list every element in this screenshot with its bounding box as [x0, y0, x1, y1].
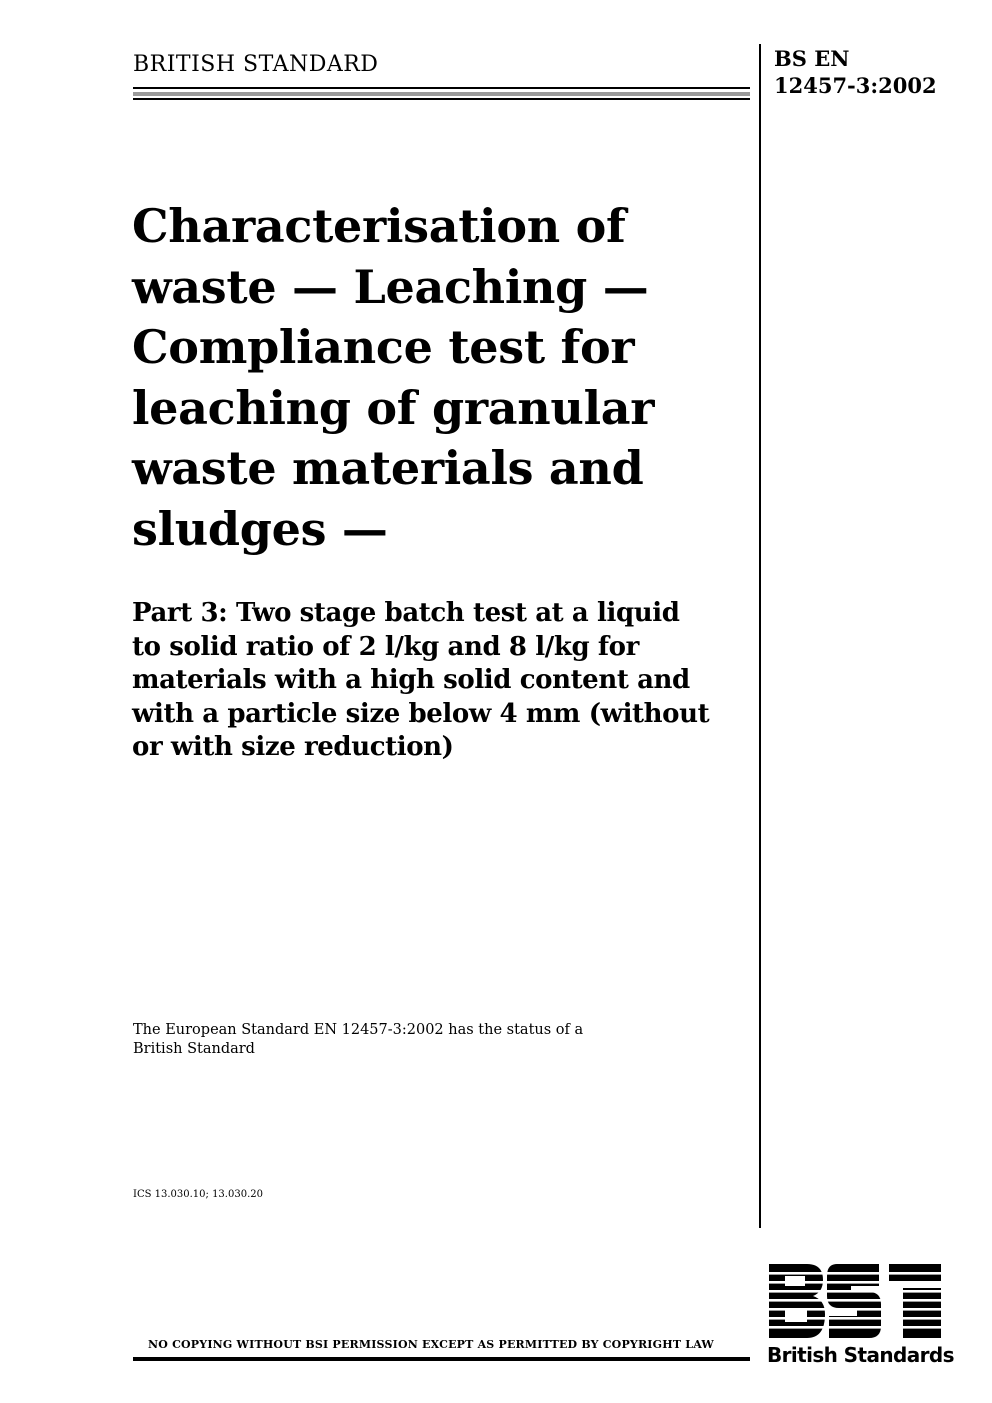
title-line: waste — Leaching — — [132, 259, 649, 314]
document-type-label: BRITISH STANDARD — [133, 52, 379, 77]
subtitle-line: materials with a high solid content and — [132, 665, 690, 695]
subtitle-line: with a particle size below 4 mm (without — [132, 698, 710, 729]
ics-code: ICS 13.030.10; 13.030.20 — [133, 1189, 263, 1200]
subtitle-line: Part 3: Two stage batch test at a liquid — [132, 598, 680, 628]
title-line: waste materials and — [132, 441, 644, 495]
status-note — [133, 1021, 583, 1059]
header-rule-thin-top — [133, 87, 750, 89]
vertical-divider — [759, 44, 761, 1228]
status-note-line: British Standard — [133, 1041, 255, 1057]
title-line: Compliance test for — [132, 320, 635, 374]
header-rule-thick — [133, 92, 750, 96]
header-rule — [133, 87, 750, 101]
copyright-notice: NO COPYING WITHOUT BSI PERMISSION EXCEPT AS PERMITTED BY COPYRIGHT LAW — [148, 1338, 714, 1351]
standard-number-line-1: BS EN — [774, 46, 850, 71]
document-title — [132, 196, 732, 559]
standard-number-line-2: 12457-3:2002 — [774, 73, 937, 98]
standard-number — [774, 45, 937, 99]
bsi-logo-icon — [767, 1262, 945, 1342]
title-line: Characterisation of — [132, 199, 626, 253]
footer-rule — [133, 1357, 750, 1361]
title-line: sludges — — [132, 501, 388, 556]
title-line: leaching of granular — [132, 380, 655, 435]
subtitle-line: or with size reduction) — [132, 732, 454, 762]
bsi-logo-caption: British Standards — [767, 1343, 954, 1367]
status-note-line: The European Standard EN 12457-3:2002 has the status of a — [133, 1022, 584, 1038]
document-subtitle — [132, 597, 752, 765]
subtitle-line: to solid ratio of 2 l/kg and 8 l/kg for — [132, 631, 639, 662]
header-rule-thin-bottom — [133, 98, 750, 100]
